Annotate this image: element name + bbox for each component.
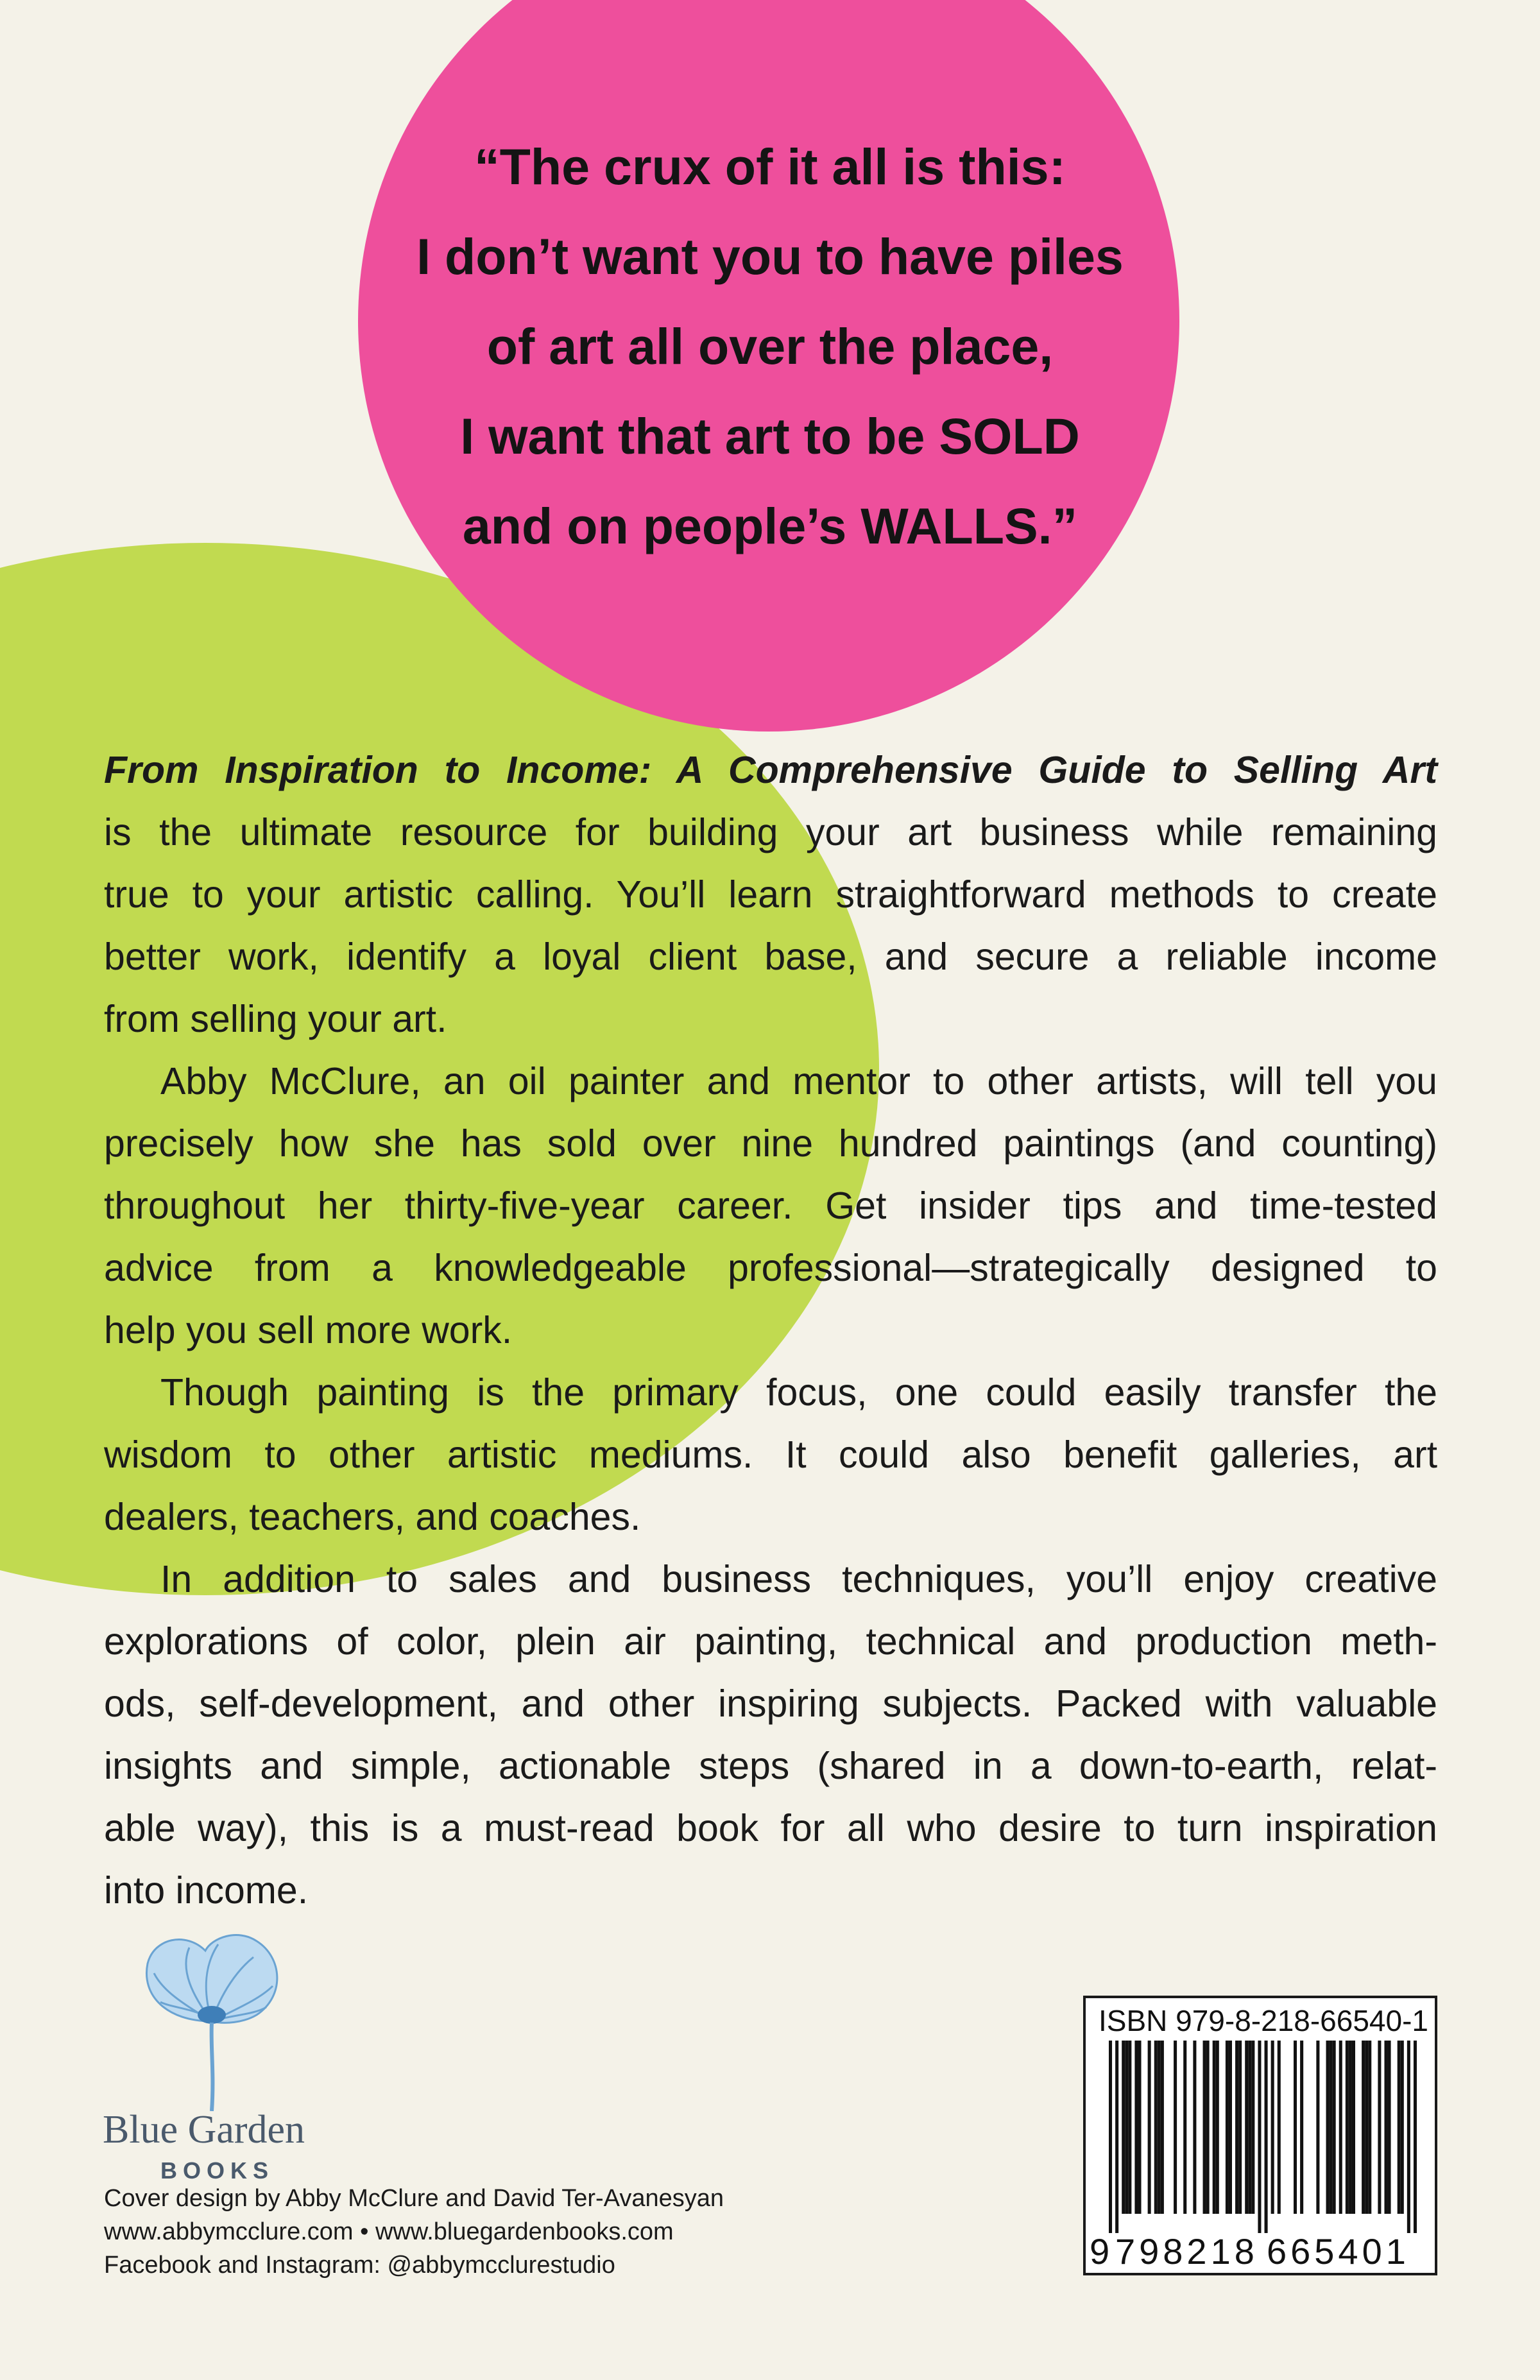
barcode-bar [1134,2041,1138,2214]
barcode-bar [1407,2041,1410,2233]
description-line: wisdom to other artistic mediums. It could also benefit galleries, art [104,1434,1437,1476]
pull-quote [359,122,1181,571]
book-title-line: From Inspiration to Income: A Comprehensive Guide to Selling Art [104,749,1437,791]
publisher-name: Blue Garden [103,2108,305,2152]
poppy-flower-icon [128,1925,295,2111]
barcode-bar [1213,2041,1216,2214]
description-line: In addition to sales and business techniques, you’ll enjoy creative [160,1558,1437,1600]
book-description [104,739,1437,1922]
barcode-bar [1258,2041,1261,2233]
publisher-logo [103,1925,334,2188]
description-line: dealers, teachers, and coaches. [104,1496,641,1538]
barcode-bar [1251,2041,1254,2214]
quote-line: “The crux of it all is this: [474,138,1066,195]
barcode-digit-first: 9 [1090,2231,1110,2272]
cover-design-credit: Cover design by Abby McClure and David Ter-Avanesyan [104,2185,724,2212]
barcode-bar [1161,2041,1164,2214]
barcode-bar [1193,2041,1196,2214]
barcode-bar [1115,2041,1118,2233]
barcode-bar [1300,2041,1303,2214]
barcode-bar [1271,2041,1274,2214]
barcode-bar [1388,2041,1391,2214]
description-line: advice from a knowledgeable professional—strategically designed to [104,1247,1437,1289]
quote-line: I want that art to be SOLD [460,407,1080,465]
barcode-bar [1125,2041,1128,2214]
barcode-bar [1109,2041,1112,2233]
description-line: from selling your art. [104,998,447,1040]
description-line: throughout her thirty-five-year career. Get insider tips and time-tested [104,1185,1437,1227]
quote-line: of art all over the place, [486,318,1054,375]
isbn-label: ISBN 979-8-218-66540-1 [1099,2004,1428,2037]
barcode-bar [1158,2041,1161,2214]
barcode-bar [1368,2041,1371,2214]
barcode-bar [1148,2041,1151,2214]
barcode-bar [1339,2041,1342,2214]
barcode-bar [1248,2041,1251,2214]
description-line: into income. [104,1869,309,1912]
barcode-bar [1235,2041,1238,2214]
barcode-bar [1326,2041,1330,2214]
description-line: better work, identify a loyal client base, and secure a reliable income [104,936,1437,978]
barcode-bar [1206,2041,1210,2214]
barcode-bar [1333,2041,1336,2214]
barcode-bar [1265,2041,1268,2233]
barcode-bar [1128,2041,1131,2214]
description-line: help you sell more work. [104,1309,513,1351]
publisher-subtitle: BOOKS [160,2157,275,2184]
barcode-bar [1203,2041,1206,2214]
description-line: Though painting is the primary focus, one could easily transfer the [160,1371,1437,1414]
barcode-bar [1226,2041,1229,2214]
barcode-digit-group: 798218 [1115,2231,1258,2272]
credits-block [104,2182,724,2282]
description-line: is the ultimate resource for building your art business while remaining [104,811,1437,853]
barcode-bar [1174,2041,1177,2214]
barcode-bar [1294,2041,1297,2214]
description-line: Abby McClure, an oil painter and mentor to other artists, will tell you [160,1060,1437,1102]
barcode-bar [1346,2041,1349,2214]
barcode-bar [1278,2041,1281,2214]
description-line: able way), this is a must-read book for all who desire to turn inspiration [104,1807,1437,1849]
barcode-digit-group: 665401 [1267,2231,1410,2272]
social-handle: Facebook and Instagram: @abbymcclurestudio [104,2252,615,2279]
barcode-bar [1238,2041,1242,2214]
barcode-bar [1401,2041,1404,2214]
barcode-bar [1352,2041,1355,2214]
quote-line: I don’t want you to have piles [416,228,1124,285]
description-line: ods, self-development, and other inspiring subjects. Packed with valuable [104,1682,1437,1725]
barcode-bar [1154,2041,1158,2214]
description-line: true to your artistic calling. You’ll learn straightforward methods to create [104,873,1437,916]
description-line: precisely how she has sold over nine hundred paintings (and counting) [104,1122,1437,1165]
barcode-bar [1398,2041,1401,2214]
isbn-barcode [1083,1996,1437,2275]
barcode-bar [1349,2041,1352,2214]
barcode-bar [1362,2041,1365,2214]
barcode-bar [1330,2041,1333,2214]
quote-line: and on people’s WALLS.” [462,497,1078,554]
barcode-bar [1122,2041,1125,2214]
barcode-bar [1316,2041,1319,2214]
barcode-bar [1229,2041,1232,2214]
barcode-bar [1183,2041,1186,2214]
barcode-bar [1138,2041,1141,2214]
barcode-bar [1245,2041,1248,2214]
barcode-digits [1090,2230,1433,2272]
description-line: explorations of color, plein air painting, technical and production meth- [104,1620,1437,1663]
barcode-bar [1414,2041,1417,2233]
websites-link[interactable]: www.abbymcclure.com • www.bluegardenbooks.com [104,2218,674,2245]
barcode-bar [1216,2041,1219,2214]
barcode-bars [1109,2041,1417,2233]
barcode-bar [1378,2041,1381,2214]
barcode-bar [1365,2041,1368,2214]
barcode-bar [1384,2041,1387,2214]
description-line: insights and simple, actionable steps (shared in a down-to-earth, relat- [104,1745,1437,1787]
